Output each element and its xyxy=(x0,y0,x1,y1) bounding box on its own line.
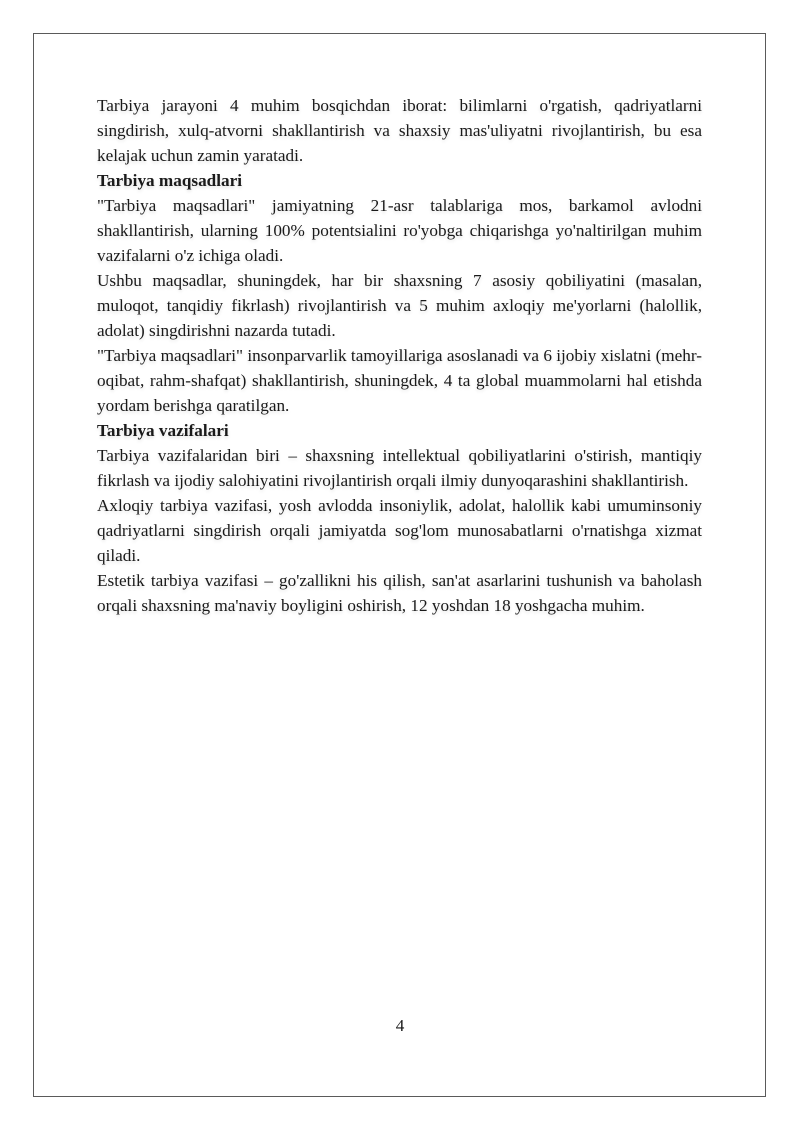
document-body xyxy=(97,93,702,618)
paragraph-tasks-2: Axloqiy tarbiya vazifasi, yosh avlodda insoniylik, adolat, halollik kabi umuminsoniy qadriyatlarni singdirish orqali jamiyatda sog'lom munosabatlarni o'rnatishga xizmat qiladi. xyxy=(97,496,702,565)
page-number: 4 xyxy=(395,1016,405,1035)
paragraph-tasks-3: Estetik tarbiya vazifasi – go'zallikni his qilish, san'at asarlarini tushunish va baholash orqali shaxsning ma'naviy boyligini oshirish, 12 yoshdan 18 yoshgacha muhim. xyxy=(97,571,702,615)
section-heading-goals: Tarbiya maqsadlari xyxy=(97,171,243,190)
paragraph-goals-2: Ushbu maqsadlar, shuningdek, har bir shaxsning 7 asosiy qobiliyatini (masalan, muloqot, tanqidiy fikrlash) rivojlantirish va 5 muhim axloqiy me'yorlarni (halollik, adolat) singdirishni nazarda tutadi. xyxy=(97,271,702,340)
paragraph-tasks-1: Tarbiya vazifalaridan biri – shaxsning intellektual qobiliyatlarini o'stirish, mantiqiy fikrlash va ijodiy salohiyatini rivojlantirish orqali ilmiy dunyoqarashini shakllantirish. xyxy=(97,446,702,490)
paragraph-goals-3: "Tarbiya maqsadlari" insonparvarlik tamoyillariga asoslanadi va 6 ijobiy xislatni (mehr-oqibat, rahm-shafqat) shakllantirish, shuningdek, 4 ta global muammolarni hal etishda yordam berishga qaratilgan. xyxy=(97,346,702,415)
paragraph-goals-1: "Tarbiya maqsadlari" jamiyatning 21-asr talablariga mos, barkamol avlodni shakllantirish, ularning 100% potentsialini ro'yobga chiqarishga yo'naltirilgan muhim vazifalarni o'z ichiga oladi. xyxy=(97,196,702,265)
section-heading-tasks: Tarbiya vazifalari xyxy=(97,421,229,440)
paragraph-intro: Tarbiya jarayoni 4 muhim bosqichdan iborat: bilimlarni o'rgatish, qadriyatlarni singdirish, xulq-atvorni shakllantirish va shaxsiy mas'uliyatni rivojlantirish, bu esa kelajak uchun zamin yaratadi. xyxy=(97,96,702,165)
